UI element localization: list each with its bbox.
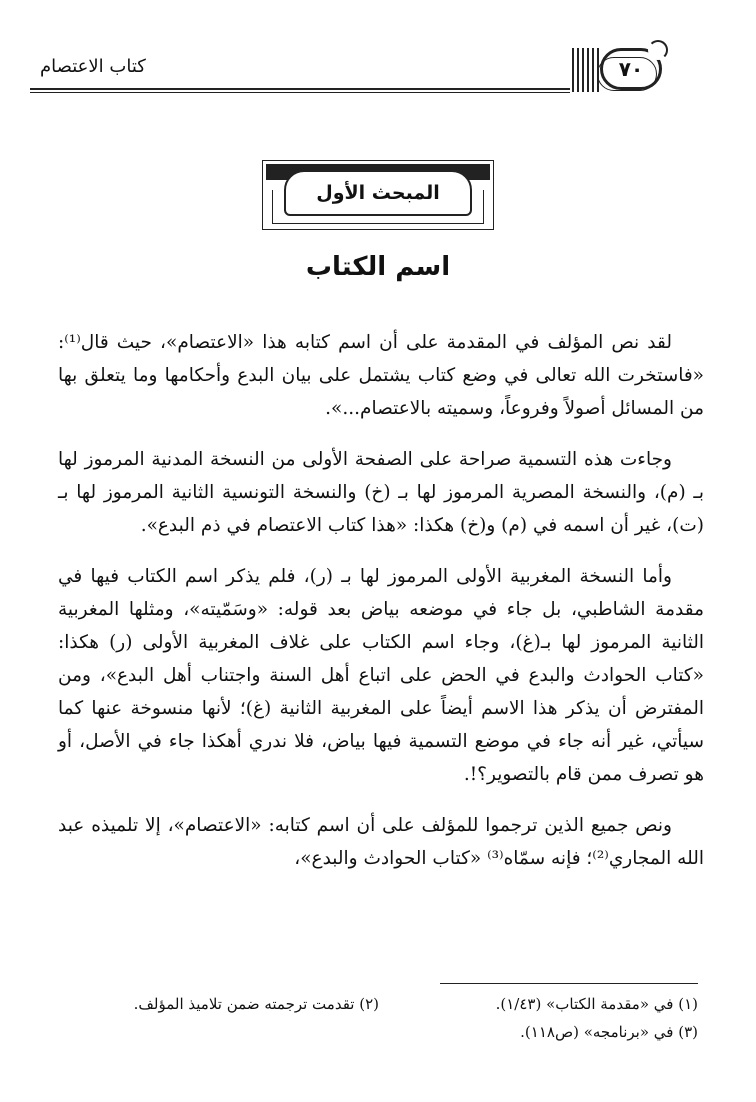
footnote-1: (١) في «مقدمة الكتاب» (١/٤٣). — [495, 995, 698, 1013]
footnote-2: (٢) تقدمت ترجمته ضمن تلاميذ المؤلف. — [133, 995, 379, 1013]
paragraph: ونص جميع الذين ترجموا للمؤلف على أن اسم كتابه: «الاعتصام»، إلا تلميذه عبد الله المجاري⁽²⁾؛ فإنه سمّاه⁽³⁾ «كتاب الحوادث والبدع»، — [58, 815, 704, 869]
section-heading-frame — [262, 160, 494, 230]
header-rule — [30, 88, 570, 90]
body-text — [58, 326, 704, 893]
footnote-separator — [440, 983, 698, 984]
paragraph: وأما النسخة المغربية الأولى المرموز لها بـ (ر)، فلم يذكر اسم الكتاب فيها في مقدمة الشاطبي، بل جاء في موضعه بياض بعد قوله: «وسَمّيته»، ومثلها المغربية الثانية المرموز لها بـ(غ)، وجاء اسم الكتاب على غلاف المغربية الأولى (ر) هكذا: «كتاب الحوادث والبدع في الحض على اتباع أهل السنة واجتناب أهل البدع»، ومن المفترض أن يذكر هذا الاسم أيضاً على المغربية الثانية (غ)؛ لأنها منسوخة عنها كما سيأتي، غير أنه جاء في موضع التسمية فيها بياض، فلا ندري أهكذا جاء في الأصل، أو هو تصرف ممن قام بالتصوير؟!. — [58, 566, 704, 785]
chapter-title: اسم الكتاب — [305, 252, 451, 282]
page-number-text: ٧٠ — [618, 57, 644, 81]
header-rule-thin — [30, 92, 570, 93]
decorative-curl-icon — [648, 40, 668, 60]
paragraph: لقد نص المؤلف في المقدمة على أن اسم كتابه هذا «الاعتصام»، حيث قال⁽¹⁾: «فاستخرت الله تعالى في وضع كتاب يشتمل على بيان البدع وأحكامها وما يتعلق بها من المسائل أصولاً وفروعاً، وسميته بالاعتصام...». — [58, 332, 704, 419]
section-label: المبحث الأول — [284, 170, 472, 216]
decorative-stripes — [572, 48, 600, 92]
footnotes — [60, 990, 698, 1046]
footnote-row — [60, 1018, 698, 1046]
paragraph: وجاءت هذه التسمية صراحة على الصفحة الأولى من النسخة المدنية المرموز لها بـ (م)، والنسخة المصرية المرموز لها بـ (خ) والنسخة التونسية الثانية المرموز لها بـ (ت)، غير أن اسمه في (م) و(خ) هكذا: «هذا كتاب الاعتصام في ذم البدع». — [58, 449, 704, 536]
footnote-3: (٣) في «برنامجه» (ص١١٨). — [520, 1023, 698, 1041]
footnote-row — [60, 990, 698, 1018]
running-book-title: كتاب الاعتصام — [40, 56, 146, 77]
page-header — [0, 0, 756, 110]
